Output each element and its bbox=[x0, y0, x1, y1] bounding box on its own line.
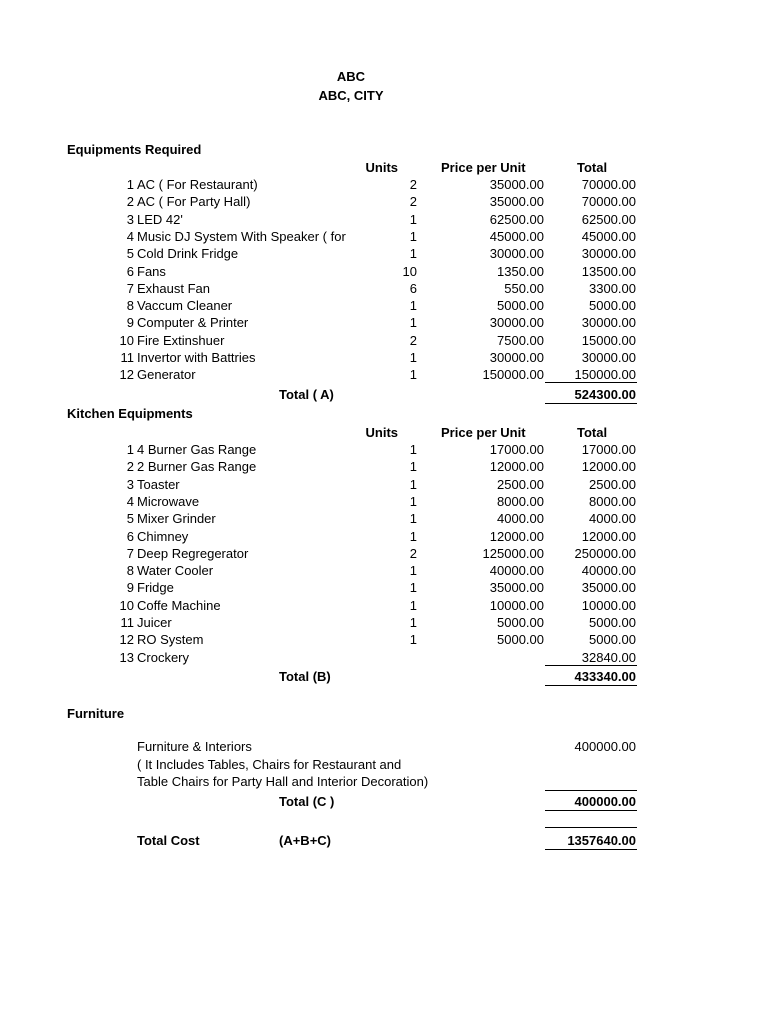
row-description: Cold Drink Fridge bbox=[137, 246, 239, 262]
furniture-line-2: ( It Includes Tables, Chairs for Restaurant and bbox=[137, 757, 402, 772]
row-description: Fridge bbox=[137, 580, 174, 596]
row-number: 13 bbox=[119, 649, 134, 665]
row-price: 7500.00 bbox=[497, 332, 544, 348]
row-number: 12 bbox=[119, 367, 134, 383]
row-number: 5 bbox=[126, 246, 134, 262]
row-price: 17000.00 bbox=[489, 442, 544, 457]
row-description: 4 Burner Gas Range bbox=[137, 442, 257, 457]
row-price: 30000.00 bbox=[489, 315, 544, 331]
kitchen-price-header: Price per Unit bbox=[441, 425, 526, 440]
row-total: 250000.00 bbox=[574, 545, 636, 561]
furniture-total-label: Total (C ) bbox=[279, 794, 335, 809]
row-total: 5000.00 bbox=[589, 632, 636, 648]
row-total: 17000.00 bbox=[581, 442, 636, 457]
row-total: 40000.00 bbox=[581, 563, 636, 579]
kitchen-total-label: Total (B) bbox=[279, 669, 331, 684]
row-total: 5000.00 bbox=[589, 615, 636, 630]
row-total: 30000.00 bbox=[581, 246, 636, 262]
row-description: Invertor with Battries bbox=[137, 350, 256, 365]
row-number: 1 bbox=[126, 442, 134, 457]
equipments-total-rule-top bbox=[545, 382, 637, 383]
row-units: 2 bbox=[409, 545, 417, 561]
equipments-total-header: Total bbox=[577, 160, 608, 175]
grand-total-value: 1357640.00 bbox=[567, 833, 636, 848]
row-units: 10 bbox=[402, 263, 417, 279]
row-description: Crockery bbox=[137, 649, 190, 665]
row-units: 2 bbox=[409, 177, 417, 192]
equipments-total-label: Total ( A) bbox=[279, 387, 334, 402]
furniture-line-3: Table Chairs for Party Hall and Interior Decoration) bbox=[137, 774, 429, 789]
row-number: 6 bbox=[126, 528, 134, 544]
row-units: 1 bbox=[409, 367, 417, 383]
furniture-total-rule-bottom bbox=[545, 810, 637, 811]
row-number: 12 bbox=[119, 632, 134, 648]
row-description: Coffe Machine bbox=[137, 597, 221, 613]
row-price: 30000.00 bbox=[489, 246, 544, 262]
row-description: Chimney bbox=[137, 528, 189, 544]
row-units: 1 bbox=[409, 632, 417, 648]
row-number: 11 bbox=[120, 615, 134, 630]
row-price: 45000.00 bbox=[489, 228, 544, 244]
row-description: Water Cooler bbox=[137, 563, 214, 579]
row-total: 13500.00 bbox=[581, 263, 636, 279]
row-price: 550.00 bbox=[504, 280, 544, 296]
row-units: 1 bbox=[409, 528, 417, 544]
row-total: 12000.00 bbox=[581, 528, 636, 544]
row-number: 2 bbox=[126, 194, 134, 210]
company-name: ABC bbox=[336, 69, 366, 84]
kitchen-total-rule-bottom bbox=[545, 685, 637, 686]
kitchen-total-rule-top bbox=[545, 665, 637, 666]
row-description: AC ( For Restaurant) bbox=[137, 177, 258, 192]
row-units: 1 bbox=[409, 350, 417, 365]
row-units: 1 bbox=[409, 459, 417, 475]
row-description: Microwave bbox=[137, 493, 200, 509]
furniture-amount: 400000.00 bbox=[574, 739, 636, 754]
row-price: 5000.00 bbox=[497, 298, 544, 314]
row-units: 1 bbox=[409, 580, 417, 596]
row-total: 30000.00 bbox=[581, 315, 636, 331]
row-number: 10 bbox=[119, 597, 134, 613]
row-number: 1 bbox=[126, 177, 134, 192]
row-number: 8 bbox=[126, 563, 134, 579]
row-total: 70000.00 bbox=[581, 194, 636, 210]
row-description: Toaster bbox=[137, 476, 180, 492]
row-description: Music DJ System With Speaker ( for bbox=[137, 228, 346, 244]
row-description: Computer & Printer bbox=[137, 315, 249, 331]
row-number: 9 bbox=[126, 315, 134, 331]
equipments-section-title: Equipments Required bbox=[67, 142, 202, 157]
row-price: 35000.00 bbox=[489, 177, 544, 192]
row-number: 4 bbox=[126, 493, 134, 509]
row-total: 4000.00 bbox=[589, 511, 636, 527]
row-units: 1 bbox=[409, 511, 417, 527]
row-price: 8000.00 bbox=[497, 493, 544, 509]
row-total: 3300.00 bbox=[589, 280, 636, 296]
row-description: 2 Burner Gas Range bbox=[137, 459, 257, 475]
row-price: 35000.00 bbox=[489, 194, 544, 210]
row-description: Vaccum Cleaner bbox=[137, 298, 233, 314]
row-units: 1 bbox=[409, 563, 417, 579]
row-number: 8 bbox=[126, 298, 134, 314]
row-units: 1 bbox=[409, 615, 417, 630]
equipments-total-rule-bottom bbox=[545, 403, 637, 404]
row-total: 35000.00 bbox=[581, 580, 636, 596]
row-description: Deep Regregerator bbox=[137, 545, 249, 561]
row-total: 62500.00 bbox=[581, 211, 636, 227]
row-total: 32840.00 bbox=[581, 649, 636, 665]
row-description: Juicer bbox=[137, 615, 172, 630]
row-price: 1350.00 bbox=[497, 263, 544, 279]
grand-total-formula: (A+B+C) bbox=[279, 833, 332, 848]
row-description: RO System bbox=[137, 632, 204, 648]
furniture-section-title: Furniture bbox=[67, 706, 125, 721]
furniture-total-value: 400000.00 bbox=[574, 794, 636, 809]
row-total: 10000.00 bbox=[581, 597, 636, 613]
row-description: Mixer Grinder bbox=[137, 511, 216, 527]
grand-total-rule-top bbox=[545, 827, 637, 828]
row-price: 35000.00 bbox=[489, 580, 544, 596]
row-description: LED 42' bbox=[137, 211, 183, 227]
row-total: 8000.00 bbox=[589, 493, 636, 509]
row-description: Fire Extinshuer bbox=[137, 332, 225, 348]
row-description: Exhaust Fan bbox=[137, 280, 210, 296]
row-price: 5000.00 bbox=[497, 632, 544, 648]
row-units: 1 bbox=[409, 228, 417, 244]
equipments-units-header: Units bbox=[365, 160, 398, 175]
row-price: 62500.00 bbox=[489, 211, 544, 227]
row-price: 10000.00 bbox=[489, 597, 544, 613]
row-number: 2 bbox=[126, 459, 134, 475]
row-number: 3 bbox=[126, 211, 134, 227]
row-description: AC ( For Party Hall) bbox=[137, 194, 251, 210]
kitchen-section-title: Kitchen Equipments bbox=[67, 406, 193, 421]
row-price: 12000.00 bbox=[489, 459, 544, 475]
row-units: 1 bbox=[409, 315, 417, 331]
row-number: 9 bbox=[126, 580, 134, 596]
row-price: 4000.00 bbox=[497, 511, 544, 527]
row-number: 7 bbox=[126, 280, 134, 296]
row-units: 1 bbox=[409, 442, 417, 457]
row-description: Fans bbox=[137, 263, 166, 279]
row-price: 2500.00 bbox=[497, 476, 544, 492]
row-price: 12000.00 bbox=[489, 528, 544, 544]
equipments-total-value: 524300.00 bbox=[574, 387, 636, 402]
row-units: 1 bbox=[409, 476, 417, 492]
row-price: 40000.00 bbox=[489, 563, 544, 579]
row-total: 2500.00 bbox=[589, 476, 636, 492]
row-total: 30000.00 bbox=[581, 350, 636, 365]
row-units: 2 bbox=[409, 194, 417, 210]
row-number: 10 bbox=[119, 332, 134, 348]
row-total: 5000.00 bbox=[589, 298, 636, 314]
kitchen-units-header: Units bbox=[365, 425, 398, 440]
row-number: 6 bbox=[126, 263, 134, 279]
row-total: 15000.00 bbox=[581, 332, 636, 348]
row-total: 150000.00 bbox=[574, 367, 636, 383]
row-units: 1 bbox=[409, 246, 417, 262]
row-number: 7 bbox=[126, 545, 134, 561]
row-units: 2 bbox=[409, 332, 417, 348]
row-units: 6 bbox=[409, 280, 417, 296]
grand-total-label: Total Cost bbox=[137, 833, 200, 848]
row-description: Generator bbox=[137, 367, 196, 383]
furniture-total-rule-top bbox=[545, 790, 637, 791]
row-price: 5000.00 bbox=[497, 615, 544, 630]
equipments-price-header: Price per Unit bbox=[441, 160, 526, 175]
company-location: ABC, CITY bbox=[318, 88, 384, 103]
grand-total-rule-bottom bbox=[545, 849, 637, 850]
row-number: 3 bbox=[126, 476, 134, 492]
row-total: 45000.00 bbox=[581, 228, 636, 244]
row-price: 30000.00 bbox=[489, 350, 544, 365]
row-units: 1 bbox=[409, 298, 417, 314]
row-number: 5 bbox=[126, 511, 134, 527]
row-units: 1 bbox=[409, 211, 417, 227]
row-price: 150000.00 bbox=[482, 367, 544, 383]
row-units: 1 bbox=[409, 493, 417, 509]
kitchen-total-header: Total bbox=[577, 425, 608, 440]
row-number: 4 bbox=[126, 228, 134, 244]
row-number: 11 bbox=[120, 350, 134, 365]
row-total: 70000.00 bbox=[581, 177, 636, 192]
row-total: 12000.00 bbox=[581, 459, 636, 475]
furniture-line-1: Furniture & Interiors bbox=[137, 739, 252, 754]
row-price: 125000.00 bbox=[482, 545, 544, 561]
row-units: 1 bbox=[409, 597, 417, 613]
kitchen-total-value: 433340.00 bbox=[574, 669, 636, 684]
